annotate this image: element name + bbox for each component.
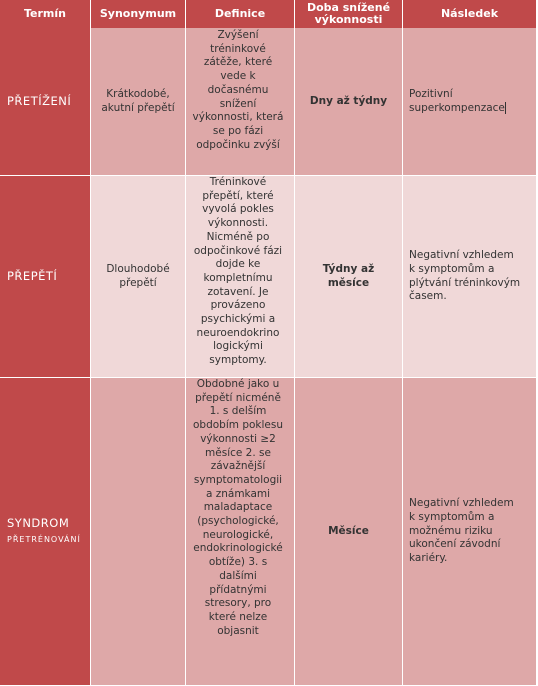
nasledek-text: Negativní vzhledem k symptomům a možnému riziku ukončení závodní kariéry.	[409, 497, 514, 565]
definice-text: Obdobné jako u přepětí nicméně 1. s delším obdobím poklesu výkonnosti ≥2 měsíce 2. se závažnější symptomatologii a známkami maladaptace (psychologické, neurologické, endokrinologické obtíže) 3. s dalšími přídatnými stresory, pro které nelze objasnit	[193, 378, 283, 637]
term-label: PŘETÍŽENÍ	[7, 93, 72, 108]
header-nasledek: Následek	[403, 0, 537, 28]
header-synonymum: Synonymum	[91, 0, 186, 28]
nasledek-cell	[403, 378, 537, 686]
nasledek-cell	[403, 176, 537, 378]
header-doba: Doba snížené výkonnosti	[295, 0, 403, 28]
table-row-term	[0, 176, 91, 378]
doba-cell: Dny až týdny	[295, 28, 403, 176]
synonymum-cell: Krátkodobé, akutní přepětí	[91, 28, 186, 176]
nasledek-text: Negativní vzhledem k symptomům a plýtvání tréninkovým časem.	[409, 249, 521, 303]
definice-cell	[186, 176, 295, 378]
term-sublabel: PŘETRÉNOVÁNÍ	[7, 534, 81, 544]
header-termin: Termín	[0, 0, 91, 28]
definice-cell	[186, 378, 295, 686]
synonymum-cell: Dlouhodobé přepětí	[91, 176, 186, 378]
term-label: PŘEPĚTÍ	[7, 268, 58, 283]
synonymum-cell	[91, 378, 186, 686]
term-label: SYNDROM	[7, 515, 70, 530]
table-row-term	[0, 28, 91, 176]
definice-text: Tréninkové přepětí, které vyvolá pokles výkonnosti. Nicméně po odpočinkové fázi dojde ke kompletnímu zotavení. Je provázeno psychickými a neuroendokrino logickými symptomy.	[193, 176, 283, 367]
nasledek-cell	[403, 28, 537, 176]
text-cursor	[505, 102, 506, 114]
header-definice: Definice	[186, 0, 295, 28]
table-row-term	[0, 378, 91, 686]
definice-cell	[186, 28, 295, 176]
doba-cell: Týdny až měsíce	[295, 176, 403, 378]
definice-text: Zvýšení tréninkové zátěže, které vede k dočasnému snížení výkonnosti, která se po fázi odpočinku zvýší	[192, 29, 284, 151]
doba-cell: Měsíce	[295, 378, 403, 686]
nasledek-text: Pozitivní superkompenzace	[409, 87, 505, 114]
